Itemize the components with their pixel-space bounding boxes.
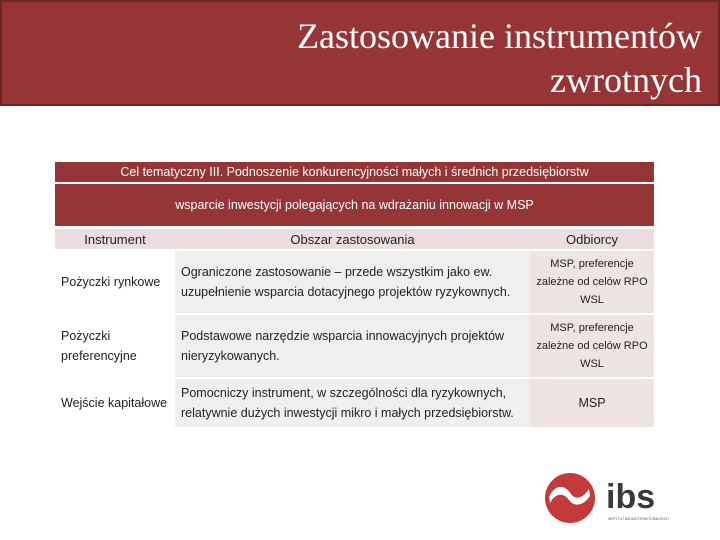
recipients-cell: MSP xyxy=(530,378,654,428)
area-cell: Ograniczone zastosowanie – przede wszystkim jako ew. uzupełnienie wsparcia dotacyjnego projektów ryzykownych. xyxy=(175,250,530,314)
instrument-cell: Wejście kapitałowe xyxy=(55,378,175,428)
slide-title xyxy=(297,14,702,102)
recipients-cell: MSP, preferencje zależne od celów RPO WSL xyxy=(530,250,654,314)
table-row xyxy=(55,250,654,314)
logo-tagline: INSTYTUT BADAŃ STRUKTURALNYCH xyxy=(608,517,669,521)
instrument-cell: Pożyczki rynkowe xyxy=(55,250,175,314)
slide-title-line1: Zastosowanie instrumentów xyxy=(297,16,702,56)
recipients-cell: MSP, preferencje zależne od celów RPO WSL xyxy=(530,314,654,378)
area-cell: Podstawowe narzędzie wsparcia innowacyjnych projektów nieryzykowanych. xyxy=(175,314,530,378)
logo-text: ibs xyxy=(606,478,656,516)
ibs-logo-graphic xyxy=(540,470,690,526)
table-row xyxy=(55,378,654,428)
instruments-table xyxy=(55,229,654,429)
slide-title-line2: zwrotnych xyxy=(550,60,702,100)
area-cell: Pomocniczy instrument, w szczególności dla ryzykownych, relatywnie dużych inwestycji mikro i małych przedsiębiorstw. xyxy=(175,378,530,428)
instrument-cell: Pożyczki preferencyjne xyxy=(55,314,175,378)
header-area: Obszar zastosowania xyxy=(175,229,530,250)
table-header-row xyxy=(55,229,654,250)
ibs-logo xyxy=(540,470,690,526)
header-instrument: Instrument xyxy=(55,229,175,250)
slide-header xyxy=(0,0,720,106)
scope-banner: wsparcie inwestycji polegających na wdrażaniu innowacji w MSP xyxy=(55,184,654,226)
goal-banner: Cel tematyczny III. Podnoszenie konkurencyjności małych i średnich przedsiębiorstw xyxy=(55,162,654,182)
table-row xyxy=(55,314,654,378)
header-recipients: Odbiorcy xyxy=(530,229,654,250)
